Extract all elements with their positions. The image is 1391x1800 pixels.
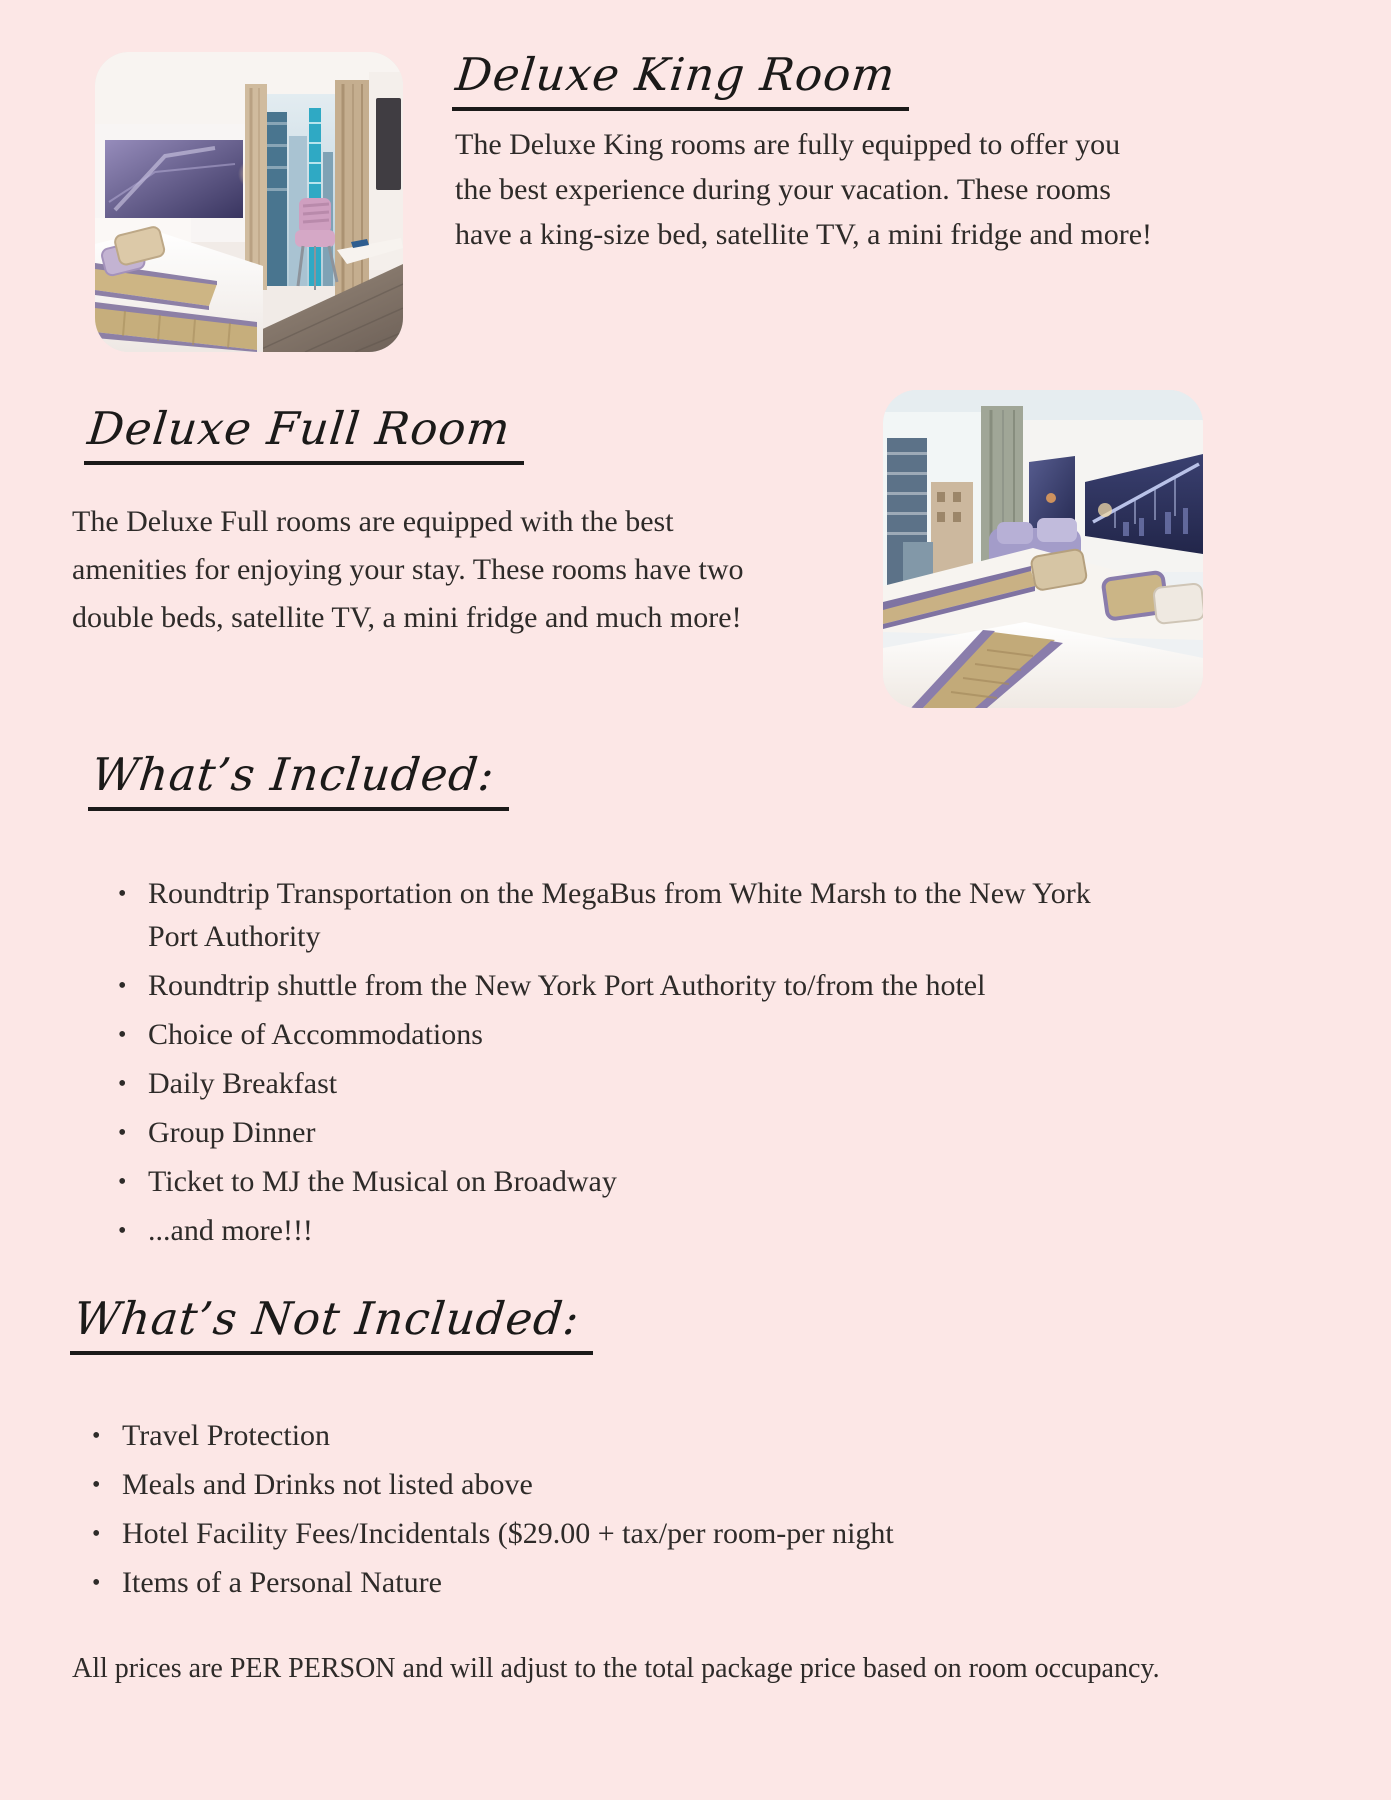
- not-included-list-item: • Hotel Facility Fees/Incidentals ($29.00 + tax/per room-per night: [86, 1512, 1086, 1555]
- included-list-item: • Roundtrip shuttle from the New York Port Authority to/from the hotel: [112, 964, 1102, 1007]
- not-included-list-item: • Travel Protection: [86, 1414, 1086, 1457]
- not-included-list-item: • Items of a Personal Nature: [86, 1561, 1086, 1604]
- deluxe-king-room-photo: [95, 52, 403, 352]
- included-list-item: • Ticket to MJ the Musical on Broadway: [112, 1160, 1102, 1203]
- king-section-title: [452, 48, 909, 111]
- included-list-item: • Group Dinner: [112, 1111, 1102, 1154]
- included-section-title: [88, 748, 509, 811]
- included-title-text: What’s Included:: [89, 748, 498, 801]
- not-included-section-title: [70, 1292, 593, 1355]
- included-list-item: • Choice of Accommodations: [112, 1013, 1102, 1056]
- king-room-illustration: [95, 52, 403, 352]
- footer-note: All prices are PER PERSON and will adjust to the total package price based on room occupancy.: [72, 1653, 1160, 1684]
- king-section-description: The Deluxe King rooms are fully equipped to offer you the best experience during your vacation. These rooms have a king-size bed, satellite TV, a mini fridge and more!: [455, 128, 1153, 251]
- not-included-list: [86, 1414, 1086, 1610]
- full-section-title: [84, 402, 524, 465]
- tv: [376, 98, 401, 190]
- not-included-title-text: What’s Not Included:: [71, 1292, 583, 1345]
- included-list-item: • Daily Breakfast: [112, 1062, 1102, 1105]
- not-included-list-item: • Meals and Drinks not listed above: [86, 1463, 1086, 1506]
- curtain-left: [245, 84, 267, 290]
- included-list-item: • Roundtrip Transportation on the MegaBus from White Marsh to the New York Port Authority: [112, 872, 1102, 958]
- full-title-text: Deluxe Full Room: [85, 402, 514, 455]
- included-list-item: • ...and more!!!: [112, 1209, 1102, 1252]
- king-title-text: Deluxe King Room: [453, 48, 899, 101]
- wall-artwork: [105, 140, 243, 218]
- full-room-illustration: [883, 390, 1203, 708]
- deluxe-full-room-photo: [883, 390, 1203, 708]
- full-section-description: The Deluxe Full rooms are equipped with the best amenities for enjoying your stay. These rooms have two double beds, satellite TV, a mini fridge and much more!: [72, 505, 744, 634]
- included-list: [112, 872, 1102, 1258]
